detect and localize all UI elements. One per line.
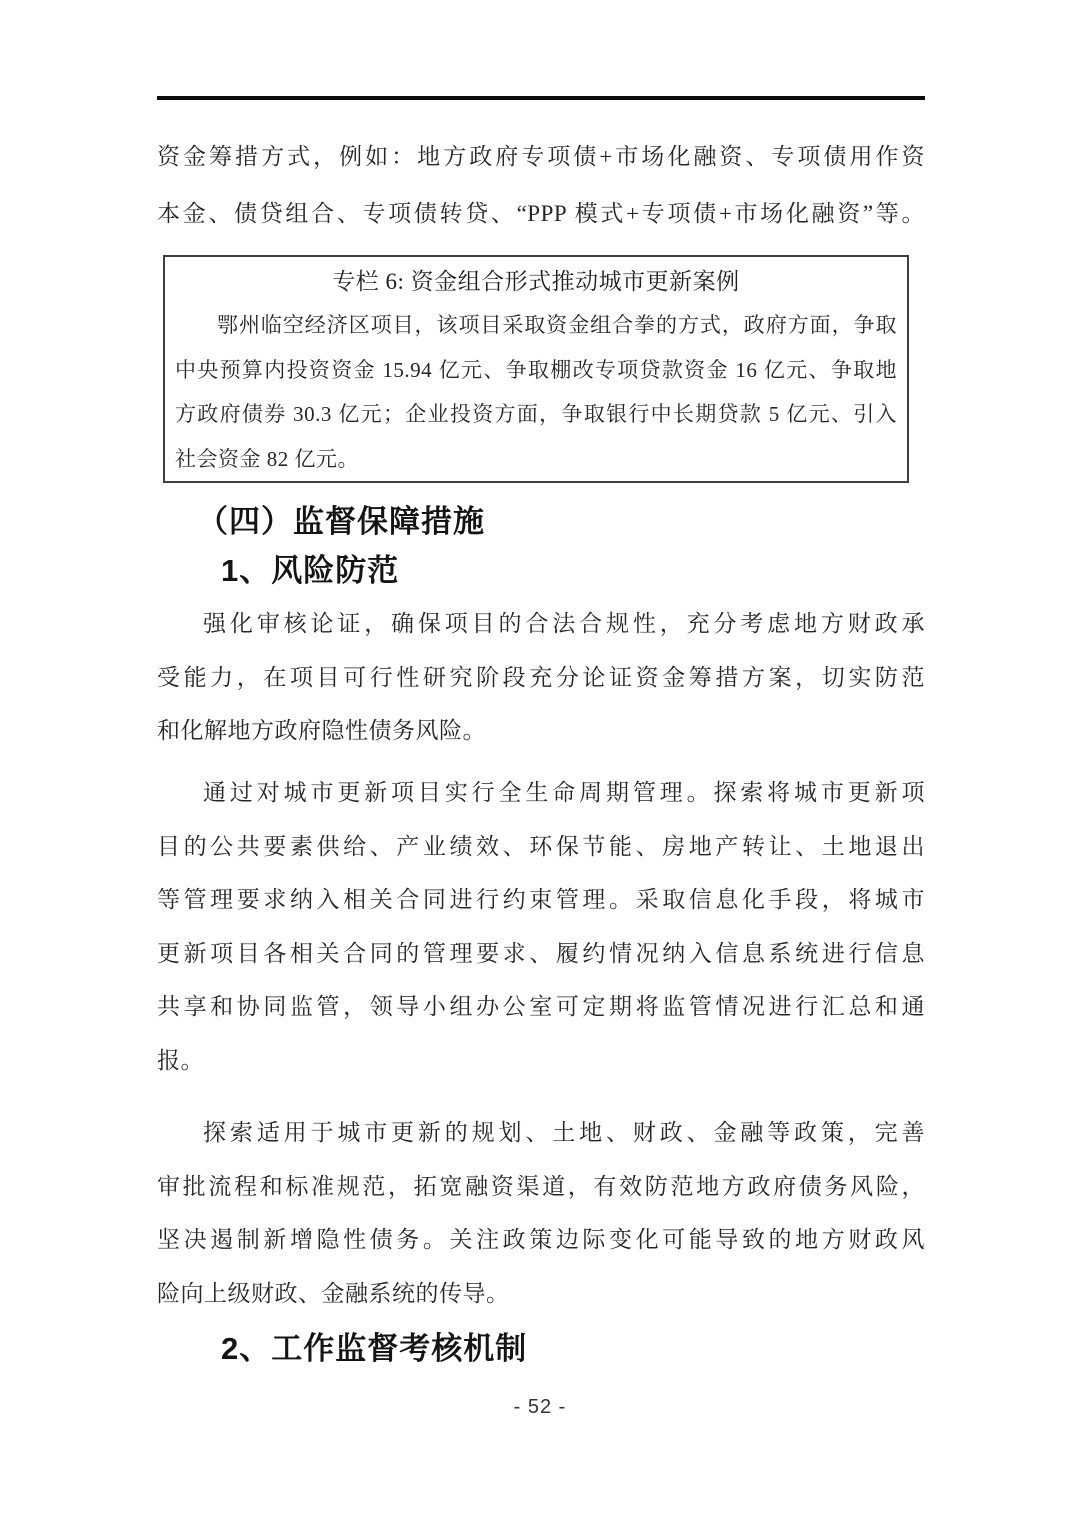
case-study-box-body: 鄂州临空经济区项目，该项目采取资金组合拳的方式，政府方面，争取 中央预算内投资资金 15.94 亿元、争取棚改专项贷款资金 16 亿元、争取地 方政府债券 30.3 亿元；企业投资方面，争取银行中长期贷款 5 亿元、引入 社会资金 82 亿元。 [175, 313, 897, 471]
subsection-heading-supervision-mechanism: 2、工作监督考核机制 [221, 1331, 528, 1366]
page-number: - 52 - [513, 1396, 567, 1418]
intro-paragraph: 资金筹措方式，例如：地方政府专项债+市场化融资、专项债用作资 本金、债贷组合、专项债转贷、“PPP 模式+专项债+市场化融资”等。 [157, 144, 925, 226]
header-rule [157, 96, 925, 100]
risk-paragraph-2: 通过对城市更新项目实行全生命周期管理。探索将城市更新项 目的公共要素供给、产业绩效、环保节能、房地产转让、土地退出 等管理要求纳入相关合同进行约束管理。采取信息化手段，将城市 更新项目各相关合同的管理要求、履约情况纳入信息系统进行信息 共享和协同监管，领导小组办公室可定期将监管情况进行汇总和通 报。 [157, 780, 925, 1073]
risk-paragraph-3: 探索适用于城市更新的规划、土地、财政、金融等政策，完善 审批流程和标准规范，拓宽融资渠道，有效防范地方政府债务风险， 坚决遏制新增隐性债务。关注政策边际变化可能导致的地方财政风 险向上级财政、金融系统的传导。 [157, 1120, 925, 1306]
subsection-heading-risk-prevention: 1、风险防范 [221, 553, 400, 588]
section-heading-supervision-measures: （四）监督保障措施 [197, 504, 485, 539]
case-study-box [163, 255, 909, 483]
case-study-box-title: 专栏 6: 资金组合形式推动城市更新案例 [332, 269, 740, 294]
risk-paragraph-1: 强化审核论证，确保项目的合法合规性，充分考虑地方财政承 受能力，在项目可行性研究阶段充分论证资金筹措方案，切实防范 和化解地方政府隐性债务风险。 [157, 611, 925, 743]
